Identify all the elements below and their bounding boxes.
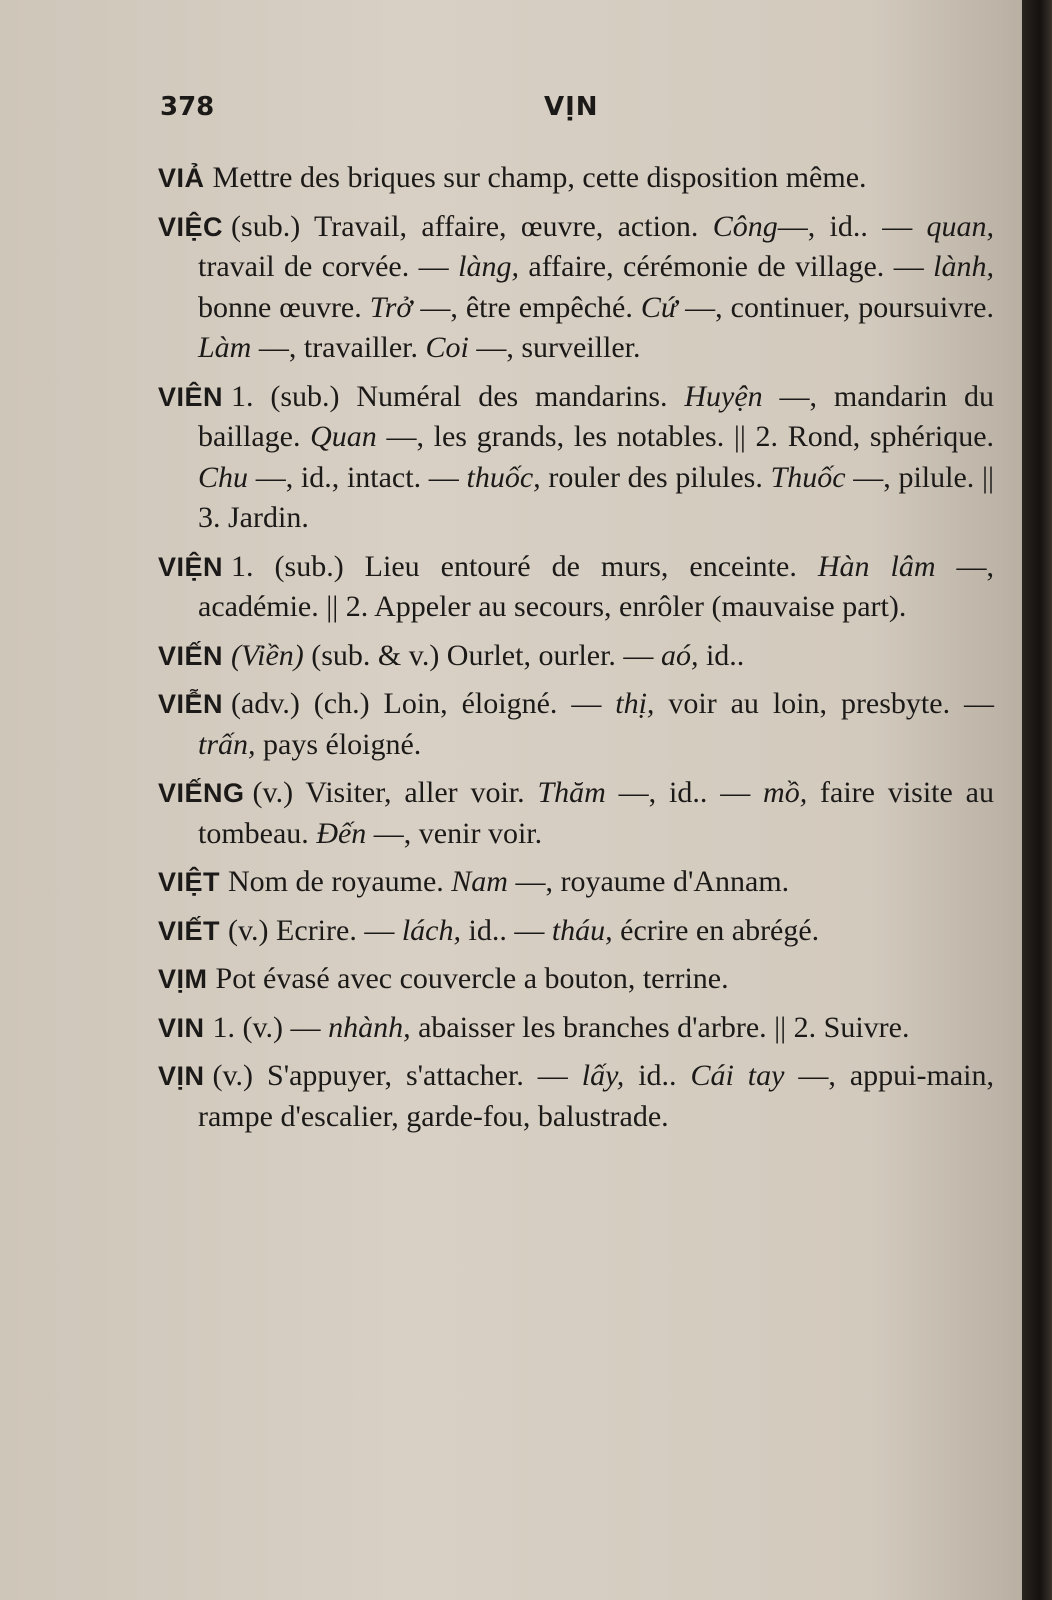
page-number: 378 [160, 92, 215, 122]
entry-example-italic: aó, [660, 638, 699, 672]
entry-headword: VIỆC [158, 211, 224, 242]
entry-example-italic: lách, [401, 913, 461, 947]
dictionary-entry [158, 636, 994, 677]
entry-example-italic: Thuốc [770, 460, 846, 494]
entry-example-italic: nhành, [328, 1010, 411, 1044]
entry-definition-text: abaisser les branches d'arbre. || 2. Suivre. [410, 1010, 910, 1044]
entry-definition-text: 1. (sub.) Lieu entouré de murs, enceinte. [231, 549, 818, 583]
entry-example-italic: mồ, [763, 776, 808, 809]
entry-example-italic: Thăm [537, 776, 606, 809]
entry-definition-text: —, travailler. [251, 331, 426, 364]
book-spine-edge [1022, 0, 1052, 1600]
entry-example-italic: thị, [615, 687, 655, 720]
entry-headword: VIỄN [158, 689, 224, 719]
entry-example-italic: làng, [458, 250, 519, 283]
entry-definition-text: —, id., intact. — [248, 460, 467, 494]
entry-example-italic: Hàn lâm [817, 549, 936, 583]
entry-definition-text: voir au loin, presbyte. — [654, 687, 994, 720]
entry-headword: VIẾN [158, 640, 224, 671]
entry-example-italic: Nam [451, 865, 508, 898]
entry-example-italic: Trở [369, 290, 413, 324]
entry-definition-text: —, appui-main, rampe d'escalier, garde-fou, balustrade. [198, 1059, 994, 1133]
entry-headword: VIẢ [158, 163, 205, 193]
dictionary-entry [158, 1056, 994, 1137]
entry-definition-text: —, continuer, poursuivre. [677, 290, 994, 324]
entry-definition-text: —, royaume d'Annam. [507, 865, 790, 898]
entry-definition-text: —, mandarin du baillage. [198, 379, 994, 453]
entry-definition-text: rouler des pilules. [540, 460, 771, 494]
entry-definition-text: —, id.. — [605, 776, 764, 809]
entry-definition-text: écrire en abrégé. [612, 913, 820, 947]
entry-example-italic: Cứ [640, 290, 678, 324]
entry-headword: VỊM [158, 964, 208, 994]
dictionary-entry [158, 207, 994, 369]
entry-example-italic: Chu [198, 460, 249, 494]
running-head: VỊN [544, 92, 599, 122]
entry-example-italic: lấy, [581, 1059, 625, 1092]
entry-example-italic: Làm [198, 331, 252, 364]
entry-definition-text: —, id.. — [777, 209, 927, 243]
entry-definition-text: —, académie. || 2. Appeler au secours, enrôler (mauvaise part). [198, 549, 995, 623]
entry-definition-text: id.. [624, 1059, 691, 1092]
dictionary-entry [158, 377, 994, 539]
entry-definition-text: faire visite au tombeau. [198, 776, 994, 850]
dictionary-entry [158, 684, 994, 765]
dictionary-entry [158, 158, 994, 199]
entry-example-italic: trấn, [198, 727, 256, 761]
entry-definition-text: pays éloigné. [255, 727, 422, 761]
entry-definition-text: —, pilule. || 3. Jardin. [198, 460, 994, 534]
entry-example-italic: Quan [310, 420, 377, 453]
entry-example-italic: thuốc, [466, 460, 541, 494]
entry-definition-text: Pot évasé avec couvercle a bouton, terrine. [215, 962, 729, 995]
entry-definition-text: Nom de royaume. [228, 865, 452, 898]
entry-definition-text: affaire, cérémonie de village. — [518, 250, 934, 283]
entry-definition-text: —, venir voir. [366, 816, 543, 850]
entry-definition-text: Mettre des briques sur champ, cette disposition même. [212, 161, 867, 194]
entry-definition-text: id.. [698, 638, 745, 672]
entry-definition-text: —, les grands, les notables. || 2. Rond, sphérique. [376, 420, 995, 453]
entry-definition-text: (v.) Ecrire. — [228, 913, 402, 947]
entry-definition-text: id.. — [460, 913, 552, 947]
entry-definition-text: (v.) S'appuyer, s'attacher. — [212, 1059, 582, 1092]
entry-example-italic: Cái tay [690, 1059, 785, 1092]
dictionary-entry [158, 1008, 994, 1049]
entry-example-italic: (Viền) [231, 638, 304, 672]
entry-example-italic: quan, [926, 209, 995, 243]
entry-headword: VIỆT [158, 867, 221, 897]
entry-headword: VIỆN [158, 551, 224, 582]
page-header [160, 92, 1000, 132]
dictionary-entry [158, 862, 994, 903]
entry-definition-text: (v.) Visiter, aller voir. [252, 776, 538, 809]
entry-definition-text: (adv.) (ch.) Loin, éloigné. — [231, 687, 616, 720]
dictionary-entry [158, 959, 994, 1000]
entry-example-italic: Huyện [684, 379, 763, 413]
dictionary-entry [158, 911, 994, 952]
entry-list [158, 158, 994, 1145]
entry-example-italic: tháu, [551, 913, 613, 947]
entry-definition-text: bonne œuvre. [198, 290, 370, 324]
entry-example-italic: Đến [316, 816, 367, 850]
entry-definition-text: (sub. & v.) Ourlet, ourler. — [303, 638, 661, 672]
entry-headword: VIẾNG [158, 778, 245, 808]
entry-example-italic: Coi [425, 331, 469, 364]
entry-definition-text: 1. (sub.) Numéral des mandarins. [231, 379, 685, 413]
entry-headword: VIÊN [158, 381, 224, 412]
entry-headword: VIN [158, 1012, 205, 1043]
entry-definition-text: —, surveiller. [468, 331, 641, 364]
entry-definition-text: travail de corvée. — [198, 250, 459, 283]
entry-definition-text: —, être empêché. [412, 290, 641, 324]
dictionary-entry [158, 547, 994, 628]
entry-example-italic: Công [712, 209, 778, 243]
entry-headword: VỊN [158, 1061, 205, 1091]
dictionary-entry [158, 773, 994, 854]
entry-definition-text: 1. (v.) — [212, 1010, 329, 1044]
entry-example-italic: lành, [933, 250, 994, 283]
entry-definition-text: (sub.) Travail, affaire, œuvre, action. [231, 209, 713, 243]
entry-headword: VIẾT [158, 915, 221, 946]
